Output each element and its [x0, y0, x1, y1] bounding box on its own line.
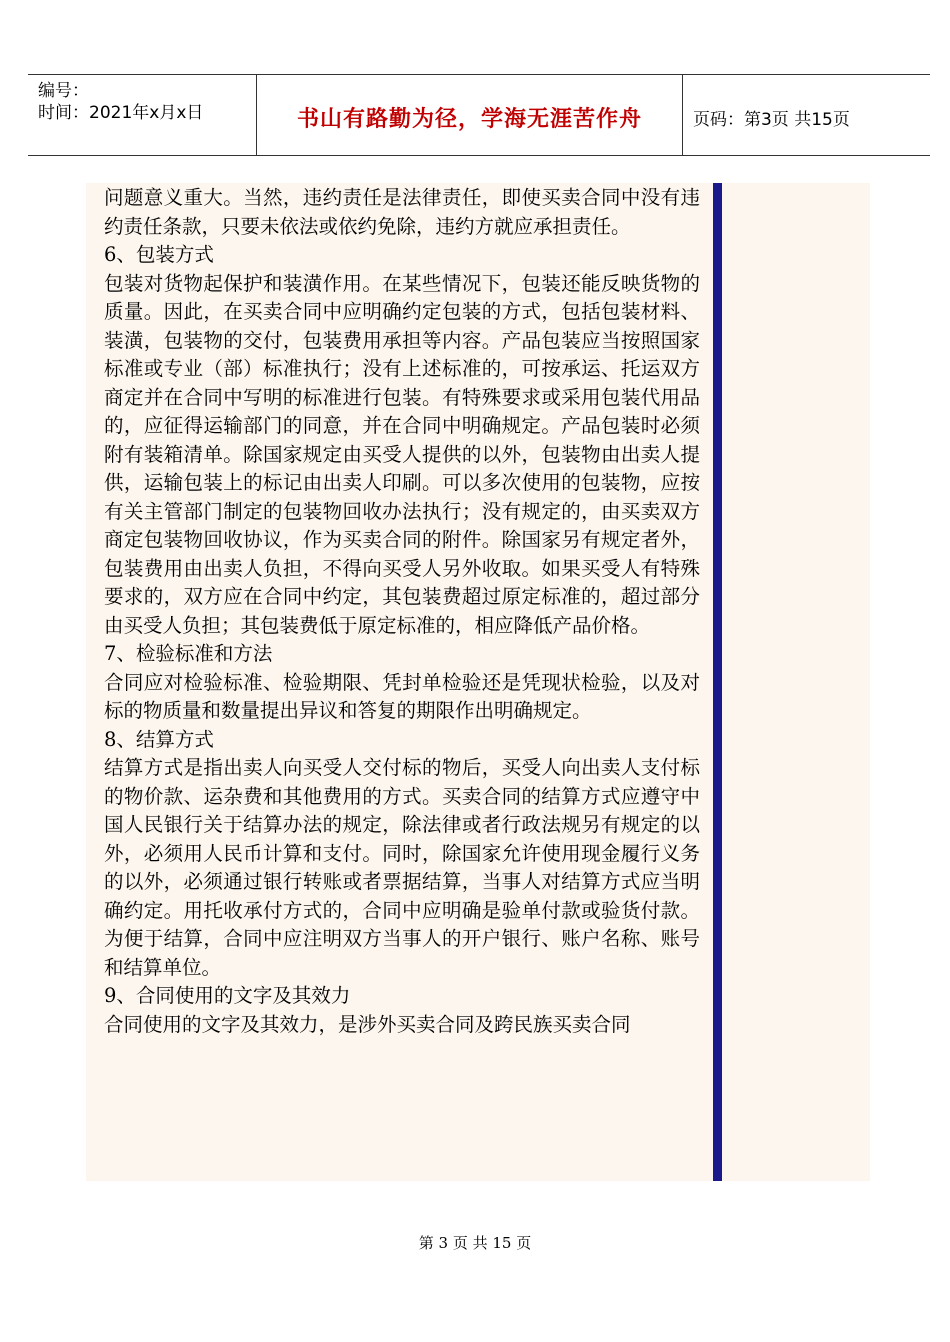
paragraph-continued: 问题意义重大。当然，违约责任是法律责任，即使买卖合同中没有违约责任条款，只要未依法或依约免除，违约方就应承担责任。 — [104, 186, 700, 238]
header-meta-cell — [28, 75, 257, 155]
document-time-label: 时间：2021年x月x日 — [38, 103, 204, 123]
document-body — [104, 184, 700, 1039]
header-motto-cell — [257, 75, 683, 155]
paragraph-language: 合同使用的文字及其效力，是涉外买卖合同及跨民族买卖合同 — [104, 1012, 631, 1036]
paragraph-packaging: 包装对货物起保护和装潢作用。在某些情况下，包装还能反映货物的质量。因此，在买卖合同中应明确约定包装的方式，包括包装材料、装潢，包装物的交付，包装费用承担等内容。产品包装应当按照国家标准或专业（部）标准执行；没有上述标准的，可按承运、托运双方商定并在合同中写明的标准进行包装。有特殊要求或采用包装代用品的，应征得运输部门的同意，并在合同中明确规定。产品包装时必须附有装箱清单。除国家规定由买受人提供的以外，包装物由出卖人提供，运输包装上的标记由出卖人印刷。可以多次使用的包装物，应按有关主管部门制定的包装物回收办法执行；没有规定的，由买卖双方商定包装物回收协议，作为买卖合同的附件。除国家另有规定者外，包装费用由出卖人负担，不得向买受人另外收取。如果买受人有特殊要求的，双方应在合同中约定，其包装费超过原定标准的，超过部分由买受人负担；其包装费低于原定标准的，相应降低产品价格。 — [104, 271, 700, 637]
header-motto: 书山有路勤为径，学海无涯苦作舟 — [296, 105, 642, 132]
paragraph-inspection: 合同应对检验标准、检验期限、凭封单检验还是凭现状检验，以及对标的物质量和数量提出异议和答复的期限作出明确规定。 — [104, 670, 700, 722]
document-number-label: 编号： — [38, 81, 89, 101]
section-heading-inspection: 7、检验标准和方法 — [104, 642, 273, 665]
section-heading-language: 9、合同使用的文字及其效力 — [104, 984, 351, 1007]
paragraph-settlement: 结算方式是指出卖人向买受人交付标的物后，买受人向出卖人支付标的物价款、运杂费和其他费用的方式。买卖合同的结算方式应遵守中国人民银行关于结算办法的规定，除法律或者行政法规另有规定的以外，必须用人民币计算和支付。同时，除国家允许使用现金履行义务 的以外，必须通过银行转账或者票据结算，当事人对结算方式应当明确约定。用托收承付方式的，合同中应明确是验单付款或验货付款。为便于结算，合同中应注明双方当事人的开户银行、账户名称、账号和结算单位。 — [104, 756, 700, 979]
header-page-cell — [683, 75, 930, 155]
page-footer — [0, 1232, 950, 1253]
page-header — [28, 74, 930, 156]
footer-page-number: 第 3 页 共 15 页 — [418, 1234, 532, 1252]
section-heading-settlement: 8、结算方式 — [104, 727, 214, 751]
section-heading-packaging: 6、包装方式 — [104, 243, 214, 266]
header-page-code: 页码：第3页 共15页 — [693, 109, 850, 130]
side-accent-bar — [713, 183, 722, 1181]
